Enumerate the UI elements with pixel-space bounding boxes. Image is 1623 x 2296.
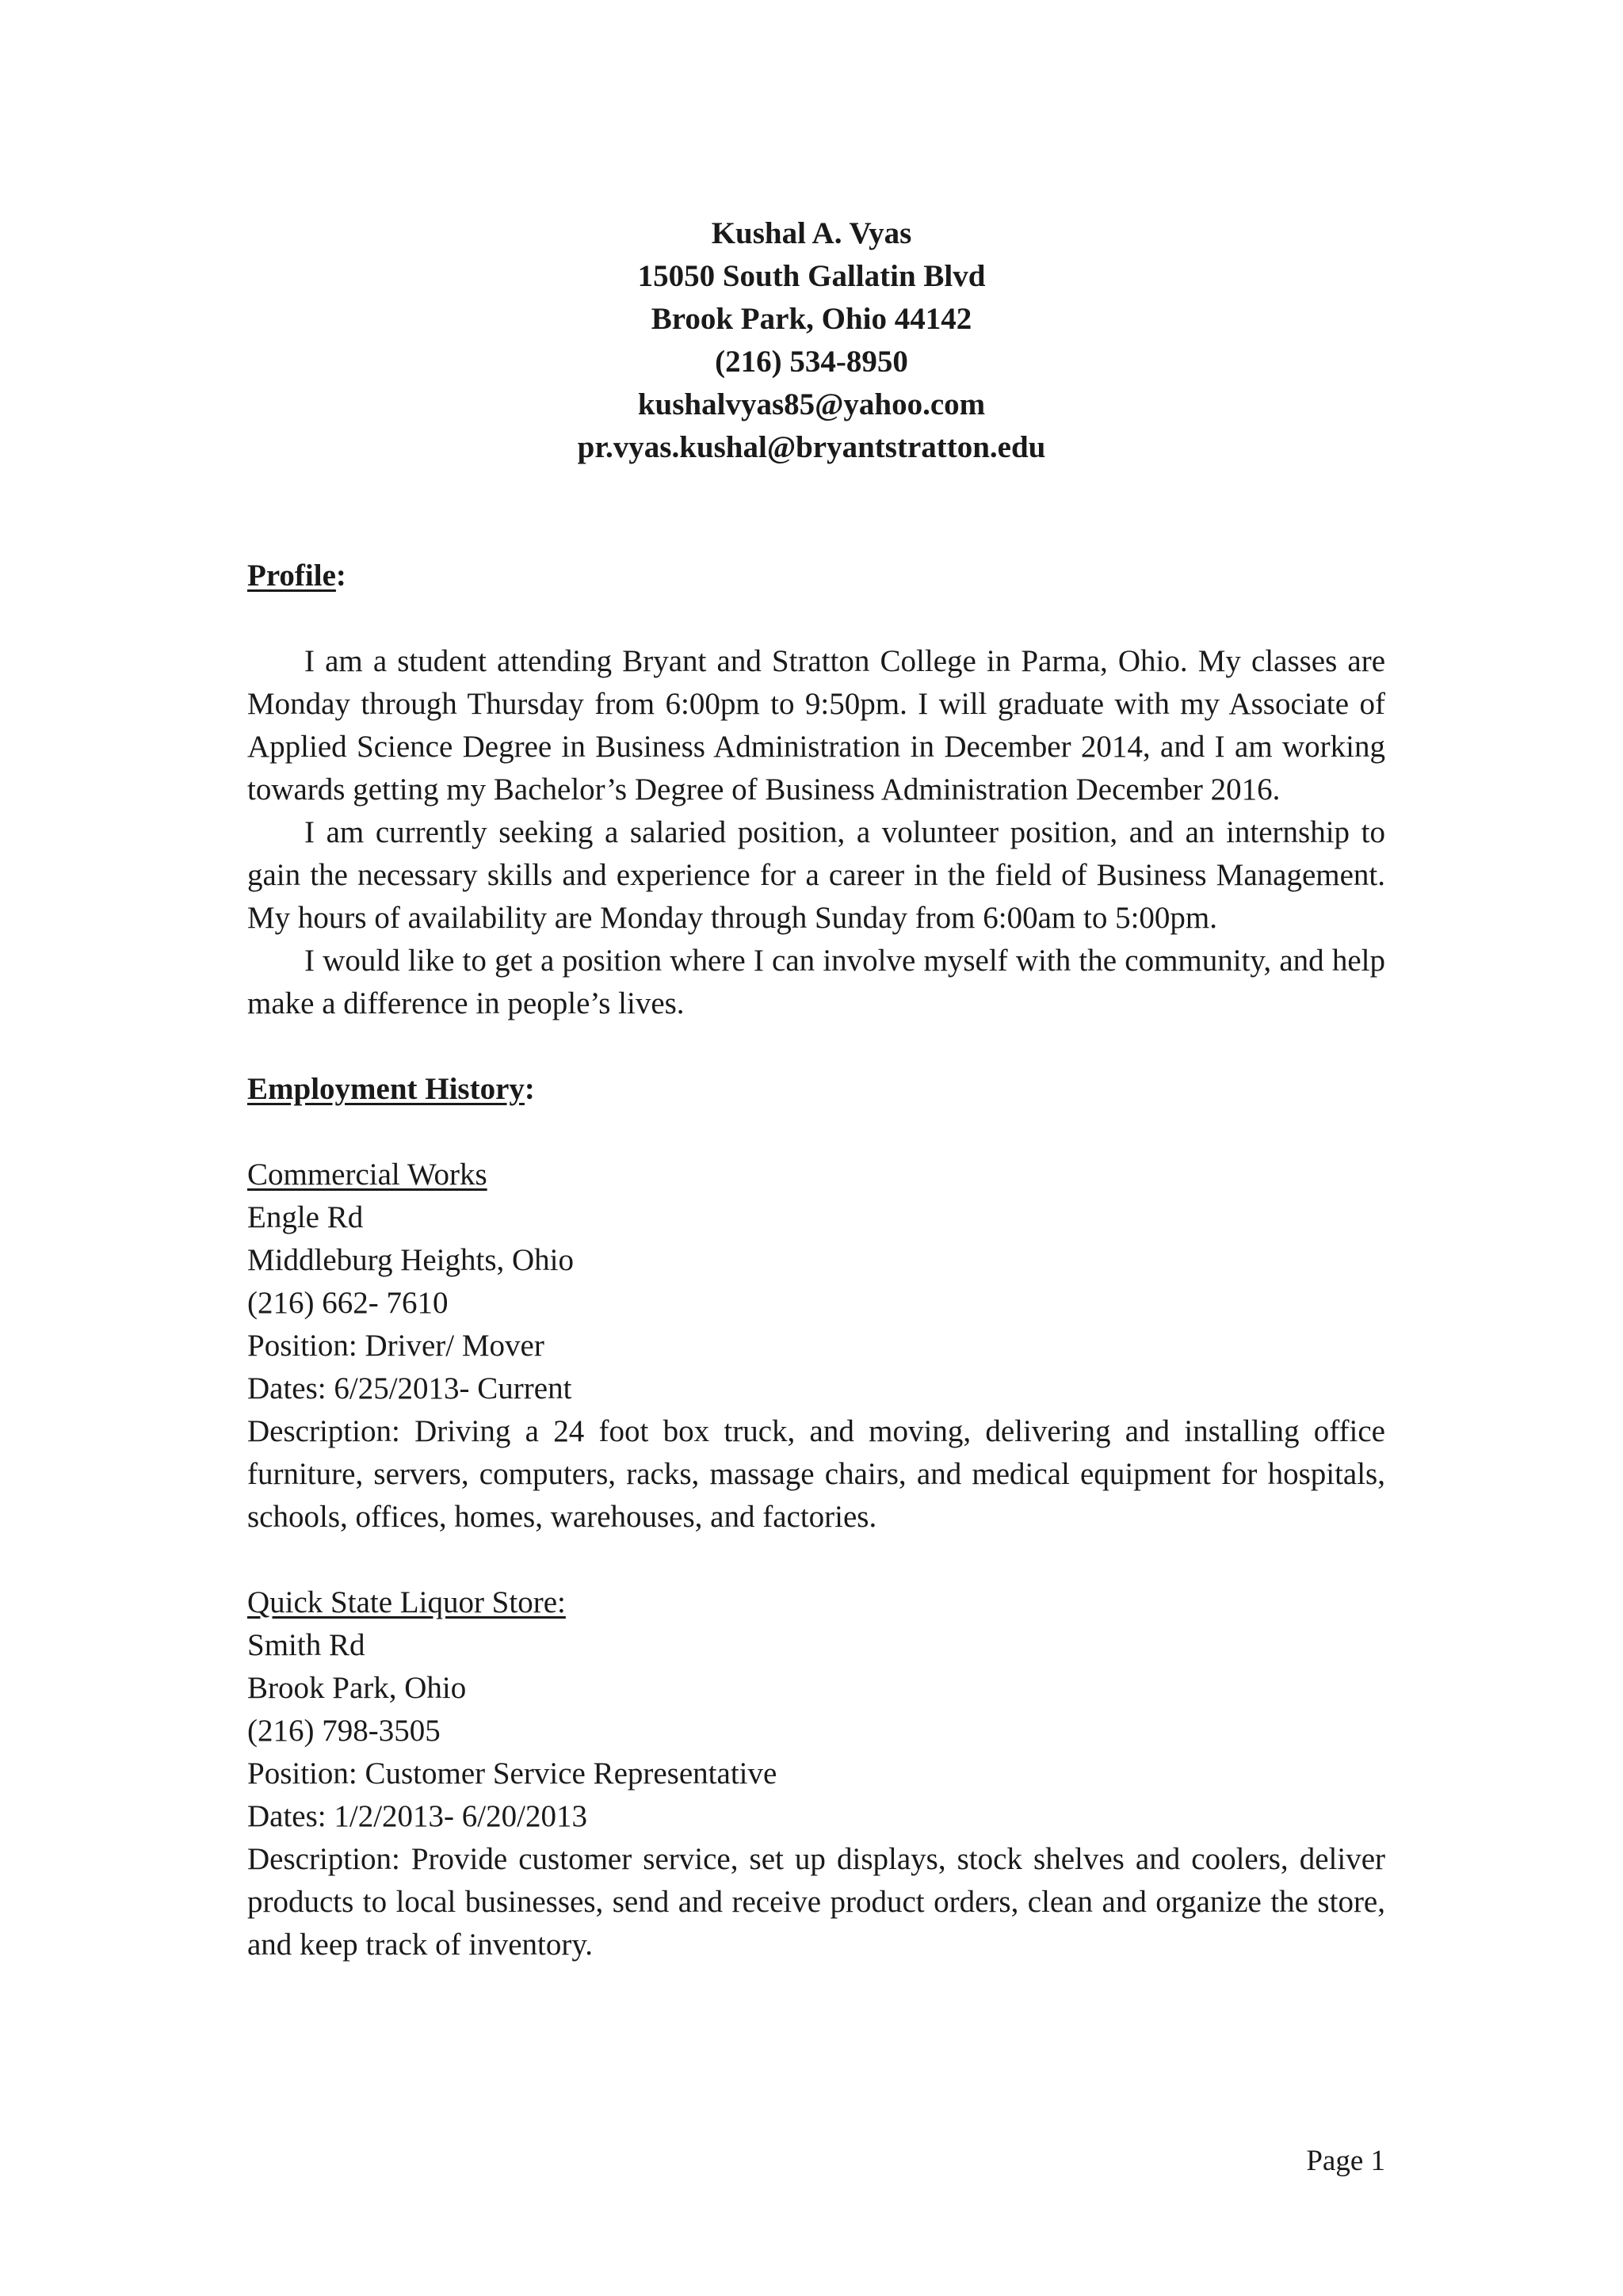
page-number: Page 1 (1306, 2145, 1385, 2177)
profile-heading-text: Profile (247, 559, 336, 593)
job-employer: Quick State Liquor Store: (247, 1585, 566, 1619)
profile-heading-colon: : (335, 559, 346, 593)
job-city: Brook Park, Ohio (247, 1671, 467, 1705)
job-position: Position: Driver/ Mover (247, 1329, 544, 1363)
job-street: Smith Rd (247, 1628, 365, 1662)
address-line-2: Brook Park, Ohio 44142 (651, 302, 972, 336)
profile-paragraph-3: I would like to get a position where I can involve myself with the community, and help make a difference in people’s lives. (247, 944, 1385, 1020)
job-description: Description: Driving a 24 foot box truck, and moving, delivering and installing office furniture, servers, computers, racks, massage chairs, and medical equipment for hospitals, schools, offices, homes, warehouses, and factories. (247, 1414, 1385, 1534)
profile-heading (247, 555, 1385, 597)
profile-paragraph-2: I am currently seeking a salaried position, a volunteer position, and an internship to gain the necessary skills and experience for a career in the field of Business Management. My hours of availability are Monday through Sunday from 6:00am to 5:00pm. (247, 815, 1385, 935)
employment-heading-colon: : (524, 1072, 535, 1106)
email-school: pr.vyas.kushal@bryantstratton.edu (577, 430, 1046, 464)
profile-paragraph-1: I am a student attending Bryant and Stratton College in Parma, Ohio. My classes are Monday through Thursday from 6:00pm to 9:50pm. I will graduate with my Associate of Applied Science Degree in Business Administration in December 2014, and I am working towards getting my Bachelor’s Degree of Business Administration December 2016. (247, 644, 1385, 807)
job-dates: Dates: 6/25/2013- Current (247, 1371, 572, 1405)
contact-header (0, 212, 1623, 469)
job-city: Middleburg Heights, Ohio (247, 1243, 575, 1277)
resume-body (247, 555, 1385, 1966)
address-line-1: 15050 South Gallatin Blvd (637, 259, 986, 293)
job-phone: (216) 798-3505 (247, 1714, 441, 1748)
job-entry-1 (247, 1154, 1385, 1539)
job-entry-2 (247, 1581, 1385, 1966)
job-street: Engle Rd (247, 1200, 364, 1234)
employment-heading-text: Employment History (247, 1072, 525, 1106)
email-personal: kushalvyas85@yahoo.com (637, 387, 986, 421)
phone-number: (216) 534-8950 (715, 345, 908, 379)
job-position: Position: Customer Service Representative (247, 1756, 777, 1791)
job-dates: Dates: 1/2/2013- 6/20/2013 (247, 1799, 587, 1833)
job-phone: (216) 662- 7610 (247, 1286, 449, 1320)
applicant-name: Kushal A. Vyas (711, 216, 912, 250)
employment-heading (247, 1068, 1385, 1111)
job-employer: Commercial Works (247, 1158, 487, 1192)
job-description: Description: Provide customer service, set up displays, stock shelves and coolers, deliver products to local businesses, send and receive product orders, clean and organize the store, and keep track of inventory. (247, 1842, 1385, 1962)
